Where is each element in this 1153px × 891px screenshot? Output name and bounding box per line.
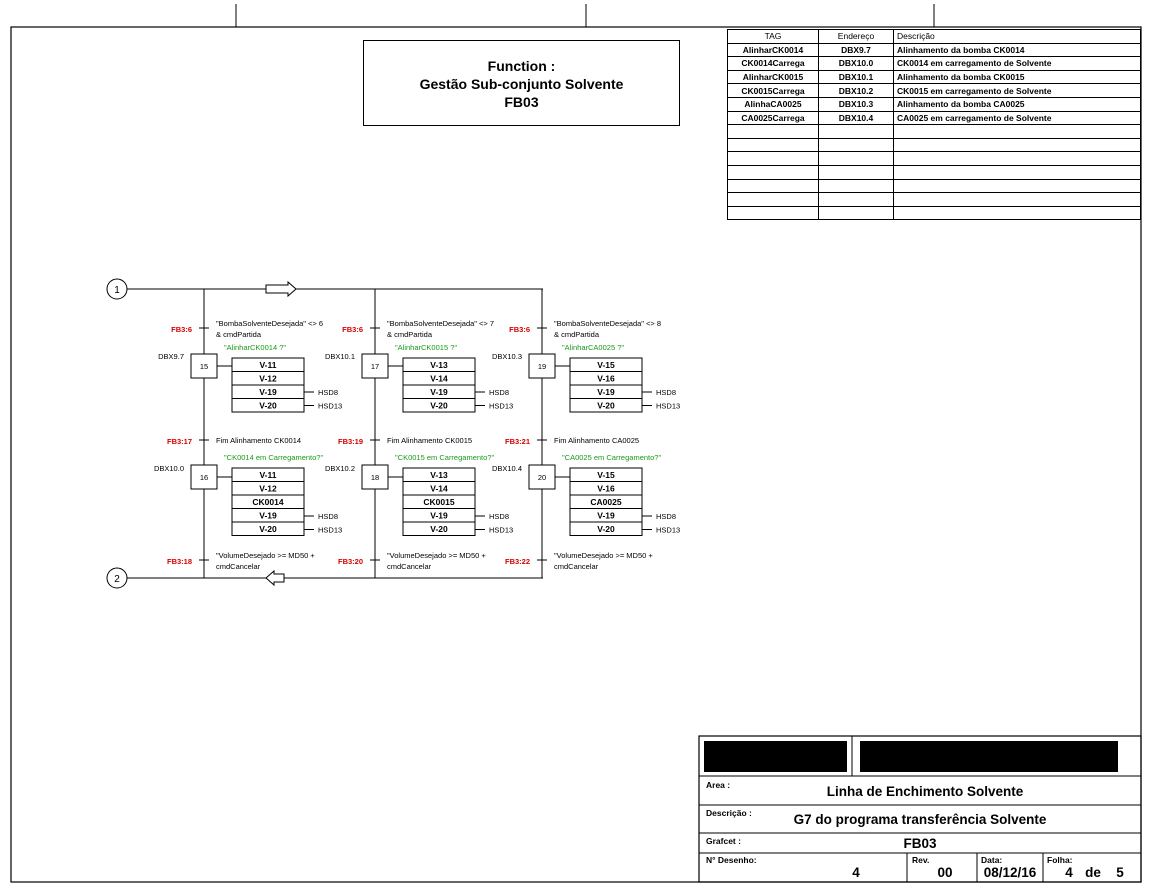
hsd-label: HSD8 bbox=[656, 512, 677, 521]
hsd-label: HSD13 bbox=[489, 401, 514, 411]
hsd-label: HSD13 bbox=[656, 401, 681, 411]
action-label: V-12 bbox=[259, 483, 277, 494]
transition-ref: FB3:20 bbox=[337, 557, 363, 566]
tag-cell: CA0025Carrega bbox=[728, 111, 819, 125]
action-label: V-11 bbox=[259, 470, 277, 480]
hsd-label: HSD8 bbox=[656, 388, 677, 397]
action-label: V-14 bbox=[430, 483, 448, 494]
transition-condition: Fim Alinhamento CA0025 bbox=[554, 436, 640, 445]
action-label: V-15 bbox=[597, 470, 615, 480]
address-cell: DBX9.7 bbox=[819, 43, 894, 57]
transition-ref: FB3:21 bbox=[504, 437, 530, 446]
step-comment: "AlinharCA0025 ?" bbox=[562, 343, 625, 352]
address-cell: DBX10.2 bbox=[819, 84, 894, 98]
action-label: CA0025 bbox=[590, 497, 622, 507]
transition-condition: "BombaSolventeDesejada" <> 6 bbox=[216, 319, 324, 328]
tag-cell: AlinharCK0015 bbox=[728, 70, 819, 84]
description-col-header: Descrição bbox=[894, 30, 1141, 44]
rev-label: Rev. bbox=[912, 855, 930, 865]
hsd-label: HSD8 bbox=[318, 388, 339, 397]
transition-ref: FB3:6 bbox=[509, 325, 530, 334]
action-label: V-19 bbox=[430, 387, 448, 397]
step-number: 17 bbox=[370, 362, 380, 371]
redacted-logo bbox=[704, 741, 847, 772]
step-comment: "AlinharCK0015 ?" bbox=[395, 343, 458, 352]
description-cell: CK0015 em carregamento de Solvente bbox=[894, 84, 1141, 98]
address-cell: DBX10.3 bbox=[819, 97, 894, 111]
tag-col-header: TAG bbox=[728, 30, 819, 44]
transition-ref: FB3:18 bbox=[166, 557, 192, 566]
action-label: V-13 bbox=[430, 470, 448, 480]
transition-ref: FB3:22 bbox=[504, 557, 530, 566]
hsd-label: HSD8 bbox=[489, 512, 510, 521]
function-title-line3: FB03 bbox=[504, 94, 539, 110]
address-cell: DBX10.1 bbox=[819, 70, 894, 84]
action-label: V-19 bbox=[597, 387, 615, 397]
step-number: 20 bbox=[537, 473, 547, 482]
tag-cell: CK0014Carrega bbox=[728, 57, 819, 71]
hsd-label: HSD13 bbox=[318, 525, 343, 535]
transition-ref: FB3:19 bbox=[337, 437, 363, 446]
action-label: V-16 bbox=[597, 483, 615, 494]
grafcet-label: Grafcet : bbox=[706, 836, 741, 846]
action-label: V-15 bbox=[597, 360, 615, 370]
step-comment: "AlinharCK0014 ?" bbox=[224, 343, 287, 352]
folha-total: 5 bbox=[1116, 865, 1124, 880]
action-label: V-19 bbox=[430, 510, 448, 521]
transition-condition: "BombaSolventeDesejada" <> 7 bbox=[387, 319, 495, 328]
descricao-value: G7 do programa transferência Solvente bbox=[793, 812, 1047, 827]
hsd-label: HSD8 bbox=[318, 512, 339, 521]
tag-cell: CK0015Carrega bbox=[728, 84, 819, 98]
transition-ref: FB3:6 bbox=[171, 325, 192, 334]
transition-condition: "BombaSolventeDesejada" <> 8 bbox=[554, 319, 662, 328]
transition-condition: cmdCancelar bbox=[554, 562, 599, 571]
step-address: DBX10.4 bbox=[491, 464, 522, 473]
action-label: V-19 bbox=[597, 510, 615, 521]
action-label: CK0014 bbox=[252, 497, 284, 507]
step-address: DBX10.3 bbox=[491, 352, 522, 361]
transition-ref: FB3:6 bbox=[342, 325, 363, 334]
data-value: 08/12/16 bbox=[983, 865, 1037, 880]
step-number: 16 bbox=[199, 473, 209, 482]
transition-condition: Fim Alinhamento CK0014 bbox=[216, 436, 302, 445]
transition-condition: cmdCancelar bbox=[216, 562, 261, 571]
descricao-label: Descrição : bbox=[706, 808, 752, 818]
area-label: Area : bbox=[706, 780, 731, 790]
transition-condition: & cmdPartida bbox=[554, 330, 600, 339]
connector-start-label: 1 bbox=[114, 285, 120, 296]
action-label: V-20 bbox=[259, 524, 277, 534]
step-number: 18 bbox=[370, 473, 380, 482]
description-cell: Alinhamento da bomba CA0025 bbox=[894, 97, 1141, 111]
grafcet-value: FB03 bbox=[903, 836, 937, 851]
description-cell: CK0014 em carregamento de Solvente bbox=[894, 57, 1141, 71]
hsd-label: HSD13 bbox=[489, 525, 514, 535]
action-label: V-20 bbox=[430, 524, 448, 534]
function-title-line2: Gestão Sub-conjunto Solvente bbox=[419, 76, 624, 92]
address-cell: DBX10.4 bbox=[819, 111, 894, 125]
action-label: V-16 bbox=[597, 373, 615, 384]
connector-end-label: 2 bbox=[114, 574, 120, 585]
transition-condition: & cmdPartida bbox=[216, 330, 262, 339]
description-cell: CA0025 em carregamento de Solvente bbox=[894, 111, 1141, 125]
hsd-label: HSD8 bbox=[489, 388, 510, 397]
address-col-header: Endereço bbox=[819, 30, 894, 44]
rev-value: 00 bbox=[937, 865, 953, 880]
tag-cell: AlinhaCA0025 bbox=[728, 97, 819, 111]
redacted-company bbox=[860, 741, 1118, 772]
action-label: V-20 bbox=[259, 400, 277, 411]
transition-condition: cmdCancelar bbox=[387, 562, 432, 571]
action-label: V-14 bbox=[430, 373, 448, 384]
folha-value: 4 bbox=[1065, 865, 1073, 880]
folha-label: Folha: bbox=[1047, 855, 1073, 865]
step-comment: "CA0025 em Carregamento?" bbox=[562, 453, 662, 462]
action-label: V-20 bbox=[597, 524, 615, 534]
action-label: V-19 bbox=[259, 387, 277, 397]
desenho-value: 4 bbox=[852, 865, 860, 880]
transition-condition: & cmdPartida bbox=[387, 330, 433, 339]
hsd-label: HSD13 bbox=[318, 401, 343, 411]
action-label: V-19 bbox=[259, 510, 277, 521]
action-label: V-11 bbox=[259, 360, 277, 370]
step-comment: "CK0015 em Carregamento?" bbox=[395, 453, 495, 462]
transition-condition: "VolumeDesejado >= MD50 + bbox=[387, 551, 486, 560]
hsd-label: HSD13 bbox=[656, 525, 681, 535]
step-address: DBX10.2 bbox=[324, 464, 355, 473]
function-title-line1: Function : bbox=[487, 58, 556, 74]
folha-de: de bbox=[1085, 865, 1101, 880]
step-number: 15 bbox=[199, 362, 209, 371]
action-label: V-12 bbox=[259, 373, 277, 384]
transition-ref: FB3:17 bbox=[166, 437, 192, 446]
transition-condition: "VolumeDesejado >= MD50 + bbox=[554, 551, 653, 560]
transition-condition: Fim Alinhamento CK0015 bbox=[387, 436, 473, 445]
action-label: CK0015 bbox=[423, 497, 455, 507]
transition-condition: "VolumeDesejado >= MD50 + bbox=[216, 551, 315, 560]
description-cell: Alinhamento da bomba CK0015 bbox=[894, 70, 1141, 84]
step-address: DBX10.1 bbox=[324, 352, 355, 361]
desenho-label: N° Desenho: bbox=[706, 855, 757, 865]
tag-cell: AlinharCK0014 bbox=[728, 43, 819, 57]
step-comment: "CK0014 em Carregamento?" bbox=[224, 453, 324, 462]
action-label: V-20 bbox=[430, 400, 448, 411]
step-number: 19 bbox=[537, 362, 547, 371]
data-label: Data: bbox=[981, 855, 1003, 865]
step-address: DBX9.7 bbox=[158, 352, 184, 361]
action-label: V-20 bbox=[597, 400, 615, 411]
action-label: V-13 bbox=[430, 360, 448, 370]
step-address: DBX10.0 bbox=[153, 464, 184, 473]
description-cell: Alinhamento da bomba CK0014 bbox=[894, 43, 1141, 57]
area-value: Linha de Enchimento Solvente bbox=[826, 784, 1024, 799]
address-cell: DBX10.0 bbox=[819, 57, 894, 71]
